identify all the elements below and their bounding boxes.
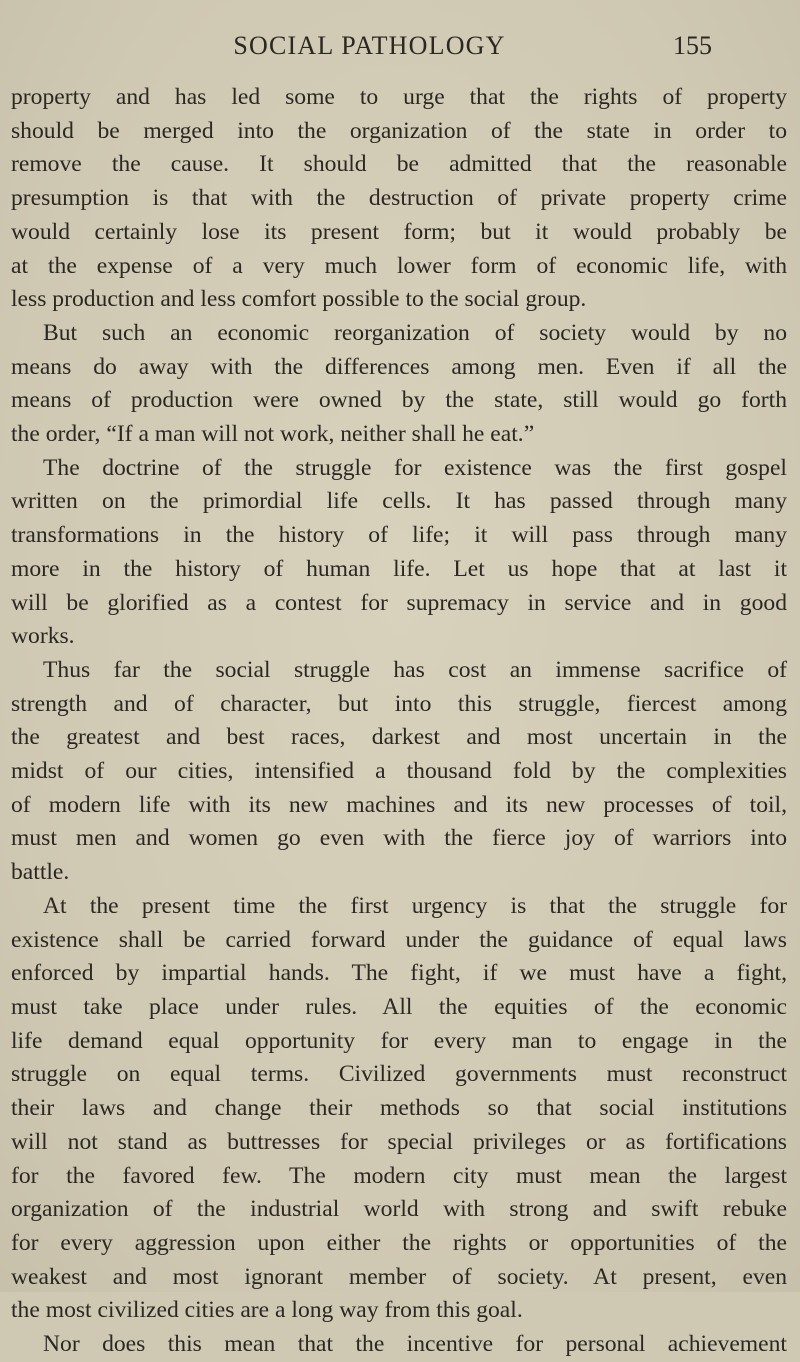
text-line: for every aggression upon either the rights or opportunities of the: [11, 1229, 787, 1256]
text-line: means of production were owned by the state, still would go forth: [11, 387, 787, 414]
text-line: means do away with the differences among men. Even if all the: [11, 353, 787, 380]
text-line: will be glorified as a contest for supremacy in service and in good: [11, 589, 787, 616]
text-line: less production and less comfort possible to the social group.: [11, 286, 587, 313]
page-number: 155: [673, 31, 712, 60]
text-line: At the present time the first urgency is that the struggle for: [43, 892, 787, 919]
text-line: strength and of character, but into this struggle, fiercest among: [11, 690, 787, 717]
text-line: The doctrine of the struggle for existence was the first gospel: [43, 454, 787, 481]
text-line: must men and women go even with the fierce joy of warriors into: [11, 825, 787, 852]
text-line: remove the cause. It should be admitted that the reasonable: [11, 151, 787, 178]
running-head: [0, 31, 800, 67]
text-line: more in the history of human life. Let us hope that at last it: [11, 555, 787, 582]
running-title: SOCIAL PATHOLOGY: [233, 31, 506, 60]
body-text: [11, 81, 787, 1362]
text-line: must take place under rules. All the equities of the economic: [11, 993, 787, 1020]
text-line: life demand equal opportunity for every man to engage in the: [11, 1027, 787, 1054]
text-line: Nor does this mean that the incentive for personal achievement: [43, 1331, 787, 1358]
paragraph: [11, 890, 787, 1328]
paragraph: [11, 452, 787, 654]
text-line: But such an economic reorganization of society would by no: [43, 319, 787, 346]
text-line: of modern life with its new machines and its new processes of toil,: [11, 791, 787, 818]
paragraph: [11, 81, 787, 317]
text-line: weakest and most ignorant member of society. At present, even: [11, 1263, 787, 1290]
paragraph: [11, 317, 787, 452]
text-line: should be merged into the organization of the state in order to: [11, 117, 787, 144]
text-line: would certainly lose its present form; but it would probably be: [11, 218, 787, 245]
text-line: midst of our cities, intensified a thousand fold by the complexities: [11, 758, 787, 785]
text-line: Thus far the social struggle has cost an immense sacrifice of: [43, 656, 787, 683]
paragraph: [11, 1328, 787, 1362]
text-line: organization of the industrial world with strong and swift rebuke: [11, 1196, 787, 1223]
text-line: struggle on equal terms. Civilized governments must reconstruct: [11, 1061, 787, 1088]
paragraph: [11, 654, 787, 890]
text-line: enforced by impartial hands. The fight, if we must have a fight,: [11, 960, 787, 987]
text-line: existence shall be carried forward under the guidance of equal laws: [11, 926, 787, 953]
text-line: at the expense of a very much lower form of economic life, with: [11, 252, 787, 279]
text-line: transformations in the history of life; it will pass through many: [11, 522, 787, 549]
text-line: written on the primordial life cells. It has passed through many: [11, 488, 787, 515]
text-line: presumption is that with the destruction of private property crime: [11, 185, 787, 212]
text-line: property and has led some to urge that the rights of property: [11, 84, 787, 110]
text-line: will not stand as buttresses for special privileges or as fortifications: [11, 1128, 787, 1155]
text-line: for the favored few. The modern city must mean the largest: [11, 1162, 787, 1189]
text-line: the most civilized cities are a long way from this goal.: [11, 1297, 523, 1324]
text-line: battle.: [11, 859, 70, 886]
text-line: works.: [11, 623, 75, 650]
text-line: the greatest and best races, darkest and most uncertain in the: [11, 724, 787, 751]
text-line: the order, “If a man will not work, neither shall he eat.”: [11, 421, 535, 448]
text-line: their laws and change their methods so that social institutions: [11, 1095, 787, 1122]
